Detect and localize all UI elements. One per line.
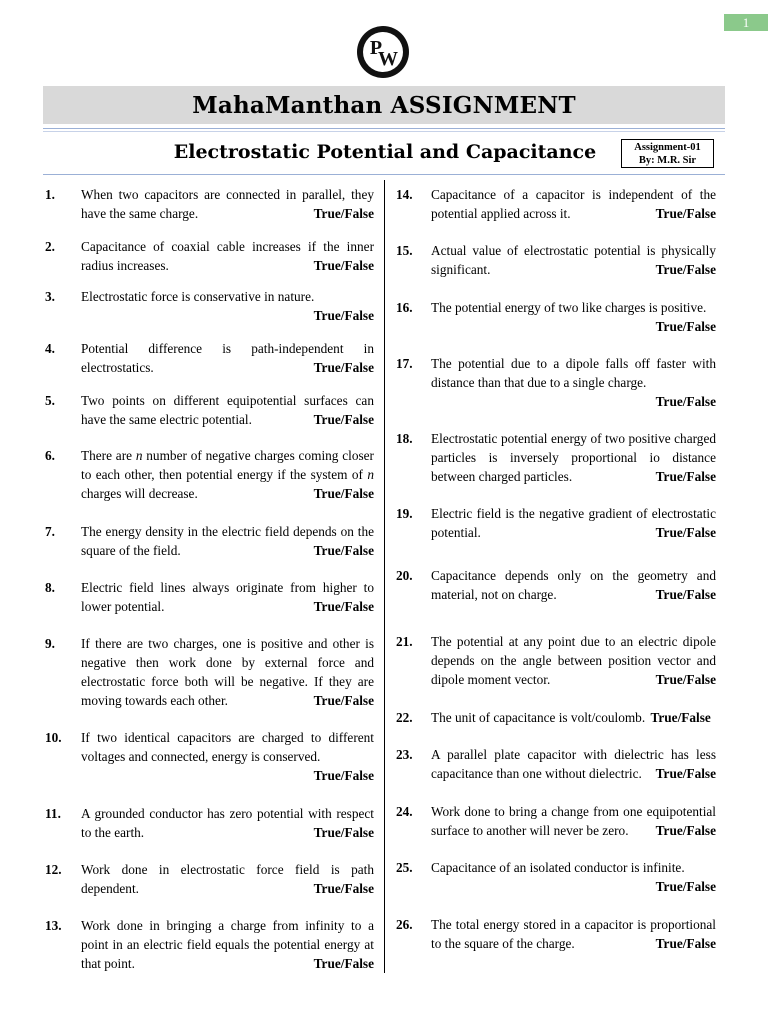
question-number: 11. bbox=[45, 806, 61, 821]
assignment-author: By: M.R. Sir bbox=[638, 155, 697, 166]
assignment-id: Assignment-01 bbox=[634, 142, 701, 153]
question-text: Actual value of electrostatic potential is physically significant. bbox=[431, 243, 716, 277]
question-number: 16. bbox=[396, 300, 413, 315]
question-number: 21. bbox=[396, 634, 413, 649]
answer-label: True/False bbox=[650, 710, 711, 725]
question-text: A parallel plate capacitor with dielectric has less capacitance than one without dielectric. bbox=[431, 747, 716, 781]
question-number: 4. bbox=[45, 341, 55, 356]
question-number: 23. bbox=[396, 747, 413, 762]
question-text: Electric field lines always originate from higher to lower potential. bbox=[81, 580, 374, 614]
question-text: If two identical capacitors are charged to different voltages and connected, energy is conserved. bbox=[81, 730, 374, 764]
question-text: Capacitance of an isolated conductor is infinite. bbox=[431, 860, 685, 875]
title-band bbox=[43, 86, 725, 124]
page-number-badge: 1 bbox=[724, 14, 768, 31]
answer-label: True/False bbox=[655, 525, 716, 540]
answer-label: True/False bbox=[655, 587, 716, 602]
question-text: The unit of capacitance is volt/coulomb. bbox=[431, 710, 646, 725]
question-number: 22. bbox=[396, 710, 413, 725]
question-text: Capacitance of coaxial cable increases if the inner radius increases. bbox=[81, 239, 374, 273]
column-divider bbox=[384, 180, 385, 973]
header-rule bbox=[43, 131, 725, 132]
answer-label: True/False bbox=[655, 319, 716, 334]
question-number: 19. bbox=[396, 506, 413, 521]
question-text: Electric field is the negative gradient of electrostatic potential. bbox=[431, 506, 716, 540]
svg-text:W: W bbox=[378, 48, 398, 70]
answer-label: True/False bbox=[655, 879, 716, 894]
pw-logo-icon bbox=[356, 25, 410, 79]
answer-label: True/False bbox=[655, 672, 716, 687]
question-number: 20. bbox=[396, 568, 413, 583]
svg-text:P: P bbox=[369, 37, 383, 59]
question-text: The energy density in the electric field depends on the square of the field. bbox=[81, 524, 374, 558]
question-number: 13. bbox=[45, 918, 62, 933]
question-number: 1. bbox=[45, 187, 55, 202]
answer-label: True/False bbox=[313, 360, 374, 375]
question-number: 3. bbox=[45, 289, 55, 304]
answer-label: True/False bbox=[655, 823, 716, 838]
question-text: A grounded conductor has zero potential with respect to the earth. bbox=[81, 806, 374, 840]
question-text: The potential due to a dipole falls off faster with distance than that due to a single charge. bbox=[431, 356, 716, 390]
answer-label: True/False bbox=[313, 693, 374, 708]
header-rule bbox=[43, 128, 725, 129]
answer-label: True/False bbox=[655, 206, 716, 221]
question-number: 8. bbox=[45, 580, 55, 595]
question-number: 18. bbox=[396, 431, 413, 446]
answer-label: True/False bbox=[655, 766, 716, 781]
question-number: 5. bbox=[45, 393, 55, 408]
answer-label: True/False bbox=[655, 469, 716, 484]
question-number: 9. bbox=[45, 636, 55, 651]
answer-label: True/False bbox=[655, 394, 716, 409]
question-text: Work done in bringing a charge from infinity to a point in an electric field equals the potential energy at that point. bbox=[81, 918, 374, 971]
question-text: Electrostatic potential energy of two positive charged particles is inversely proportional io distance between charged particles. bbox=[431, 431, 716, 484]
answer-label: True/False bbox=[313, 486, 374, 501]
question-number: 26. bbox=[396, 917, 413, 932]
question-text: When two capacitors are connected in parallel, they have the same charge. bbox=[81, 187, 374, 221]
question-text: Work done in electrostatic force field is path dependent. bbox=[81, 862, 374, 896]
answer-label: True/False bbox=[313, 825, 374, 840]
question-text: Work done to bring a change from one equipotential surface to another will never be zero. bbox=[431, 804, 716, 838]
question-text: There are n number of negative charges coming closer to each other, then potential energy if the system of n charges will decrease. True/False bbox=[81, 448, 374, 501]
answer-label: True/False bbox=[313, 206, 374, 221]
question-number: 2. bbox=[45, 239, 55, 254]
answer-label: True/False bbox=[313, 412, 374, 427]
question-text: Two points on different equipotential surfaces can have the same electric potential. bbox=[81, 393, 374, 427]
page-title: MahaManthan ASSIGNMENT bbox=[192, 91, 576, 119]
answer-label: True/False bbox=[313, 768, 374, 783]
answer-label: True/False bbox=[655, 936, 716, 951]
question-text: The potential energy of two like charges is positive. bbox=[431, 300, 707, 315]
answer-label: True/False bbox=[313, 543, 374, 558]
question-text: The potential at any point due to an electric dipole depends on the angle between position vector and dipole moment vector. bbox=[431, 634, 716, 687]
question-text: Potential difference is path-independent in electrostatics. bbox=[81, 341, 374, 375]
answer-label: True/False bbox=[313, 956, 374, 971]
answer-label: True/False bbox=[655, 262, 716, 277]
question-number: 7. bbox=[45, 524, 55, 539]
question-text: Capacitance of a capacitor is independent of the potential applied across it. bbox=[431, 187, 716, 221]
question-number: 12. bbox=[45, 862, 62, 877]
question-number: 25. bbox=[396, 860, 413, 875]
answer-label: True/False bbox=[313, 599, 374, 614]
question-number: 15. bbox=[396, 243, 413, 258]
answer-label: True/False bbox=[313, 258, 374, 273]
question-text: If there are two charges, one is positive and other is negative then work done by external force and electrostatic force both will be negative. If they are moving towards each other. bbox=[81, 636, 374, 708]
question-number: 14. bbox=[396, 187, 413, 202]
answer-label: True/False bbox=[313, 881, 374, 896]
question-number: 17. bbox=[396, 356, 413, 371]
question-text: Electrostatic force is conservative in nature. bbox=[81, 289, 315, 304]
question-text: The total energy stored in a capacitor is proportional to the square of the charge. bbox=[431, 917, 716, 951]
chapter-title: Electrostatic Potential and Capacitance bbox=[173, 141, 597, 163]
question-number: 24. bbox=[396, 804, 413, 819]
question-number: 6. bbox=[45, 448, 55, 463]
question-number: 10. bbox=[45, 730, 62, 745]
answer-label: True/False bbox=[313, 308, 374, 323]
assignment-info-box bbox=[621, 139, 714, 168]
question-text: Capacitance depends only on the geometry and material, not on charge. bbox=[431, 568, 716, 602]
subtitle-rule bbox=[43, 174, 725, 175]
